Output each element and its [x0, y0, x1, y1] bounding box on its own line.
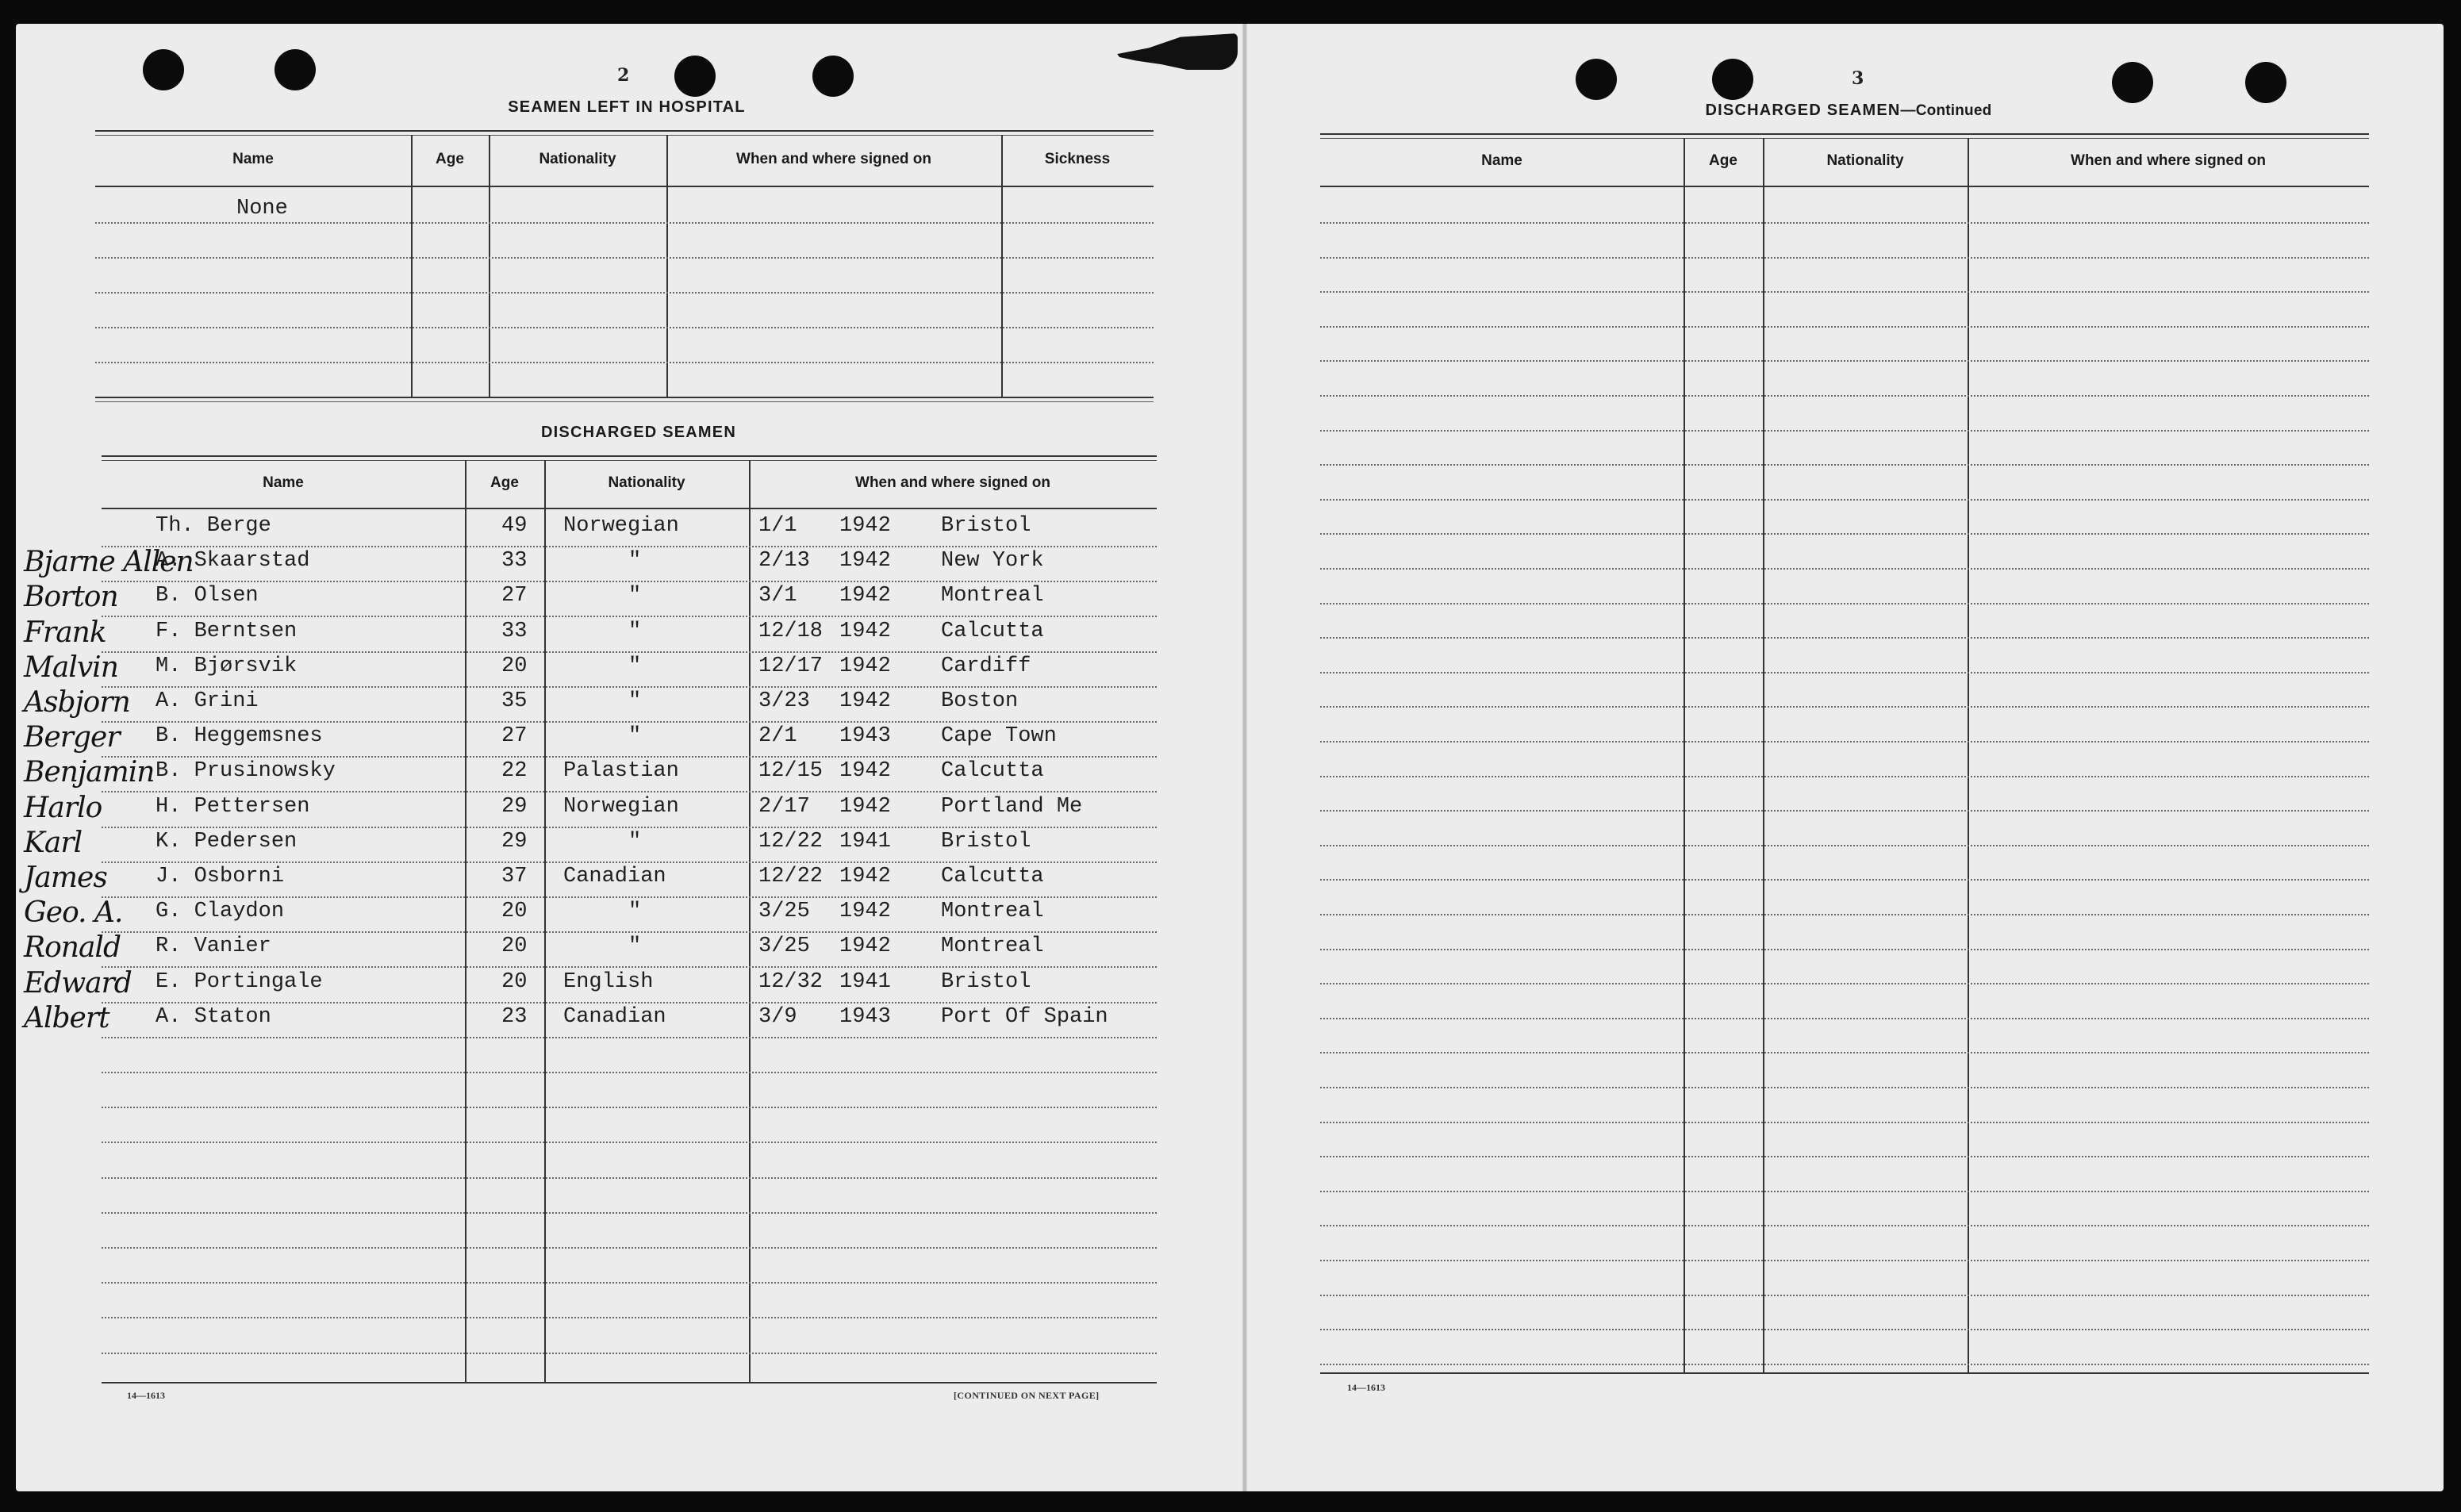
signed-date: 3/25	[758, 900, 810, 924]
signed-date: 3/25	[758, 934, 810, 959]
signed-year: 1942	[839, 900, 891, 924]
signed-date: 12/17	[758, 654, 824, 678]
col-header-name: Name	[1481, 152, 1522, 169]
col-header-age: Age	[1709, 152, 1737, 169]
page-number: 3	[1852, 68, 1864, 89]
hospital-section-title: SEAMEN LEFT IN HOSPITAL	[508, 98, 746, 116]
nationality-cell: English	[563, 969, 654, 994]
nationality-cell: Palastian	[563, 759, 679, 784]
hospital-entry: None	[236, 197, 288, 221]
typed-name: A. Skaarstad	[155, 549, 310, 574]
signed-place: Portland Me	[941, 794, 1083, 819]
signed-place: Bristol	[941, 514, 1031, 538]
age-cell: 27	[501, 584, 528, 608]
page-number: 2	[617, 65, 630, 86]
typed-name: M. Bjørsvik	[155, 654, 298, 678]
punch-hole	[275, 49, 316, 90]
nationality-cell: Canadian	[563, 1004, 666, 1029]
col-header-sickness: Sickness	[1044, 151, 1111, 167]
age-cell: 22	[501, 759, 528, 784]
signed-date: 12/18	[758, 619, 824, 643]
signed-year: 1942	[839, 584, 891, 608]
discharged-continued-title	[1603, 102, 2094, 120]
signed-place: Cape Town	[941, 724, 1057, 749]
typed-name: H. Pettersen	[155, 794, 310, 819]
signed-year: 1943	[839, 1004, 891, 1029]
punch-hole	[2112, 62, 2153, 103]
age-cell: 20	[501, 654, 528, 678]
form-number: 14—1613	[127, 1390, 165, 1401]
punch-hole	[1712, 59, 1753, 100]
signed-place: Montreal	[941, 934, 1044, 959]
age-cell: 33	[501, 619, 528, 643]
signed-date: 2/1	[758, 724, 797, 749]
typed-name: E. Portingale	[155, 969, 323, 994]
signed-date: 3/23	[758, 689, 810, 713]
signed-date: 2/13	[758, 549, 810, 574]
col-header-name: Name	[232, 151, 274, 167]
punch-hole	[143, 49, 184, 90]
nationality-cell: "	[628, 584, 642, 608]
nationality-cell: "	[628, 934, 642, 959]
signed-year: 1942	[839, 549, 891, 574]
handwritten-name: Karl	[24, 826, 83, 859]
signed-place: Calcutta	[941, 759, 1044, 784]
col-header-signed-on: When and where signed on	[736, 151, 931, 167]
age-cell: 23	[501, 1004, 528, 1029]
handwritten-name: Malvin	[24, 650, 118, 684]
age-cell: 20	[501, 934, 528, 959]
handwritten-name: Borton	[24, 581, 118, 614]
signed-place: Montreal	[941, 900, 1044, 924]
age-cell: 20	[501, 969, 528, 994]
typed-name: A. Staton	[155, 1004, 271, 1029]
punch-hole	[1576, 59, 1617, 100]
form-number: 14—1613	[1347, 1382, 1385, 1393]
signed-place: Port Of Spain	[941, 1004, 1108, 1029]
typed-name: Th. Berge	[155, 514, 271, 538]
handwritten-name: Edward	[24, 966, 132, 1000]
signed-year: 1942	[839, 689, 891, 713]
signed-year: 1942	[839, 865, 891, 888]
signed-place: Bristol	[941, 829, 1031, 854]
continued-note: [CONTINUED ON NEXT PAGE]	[954, 1390, 1100, 1401]
handwritten-name: Albert	[24, 1001, 109, 1034]
discharged-section-title: DISCHARGED SEAMEN	[541, 424, 736, 441]
age-cell: 35	[501, 689, 528, 713]
typed-name: J. Osborni	[155, 865, 285, 888]
signed-date: 3/9	[758, 1004, 797, 1029]
title-main: DISCHARGED SEAMEN	[1705, 102, 1901, 119]
nationality-cell: Norwegian	[563, 514, 679, 538]
signed-date: 12/32	[758, 969, 824, 994]
signed-date: 2/17	[758, 794, 810, 819]
handwritten-name: Harlo	[24, 791, 102, 824]
col-header-age: Age	[490, 474, 519, 491]
signed-year: 1942	[839, 759, 891, 784]
nationality-cell: "	[628, 654, 642, 678]
signed-place: Calcutta	[941, 619, 1044, 643]
handwritten-name: Berger	[24, 721, 120, 754]
nationality-cell: "	[628, 619, 642, 643]
punch-hole	[812, 56, 854, 97]
signed-place: Boston	[941, 689, 1019, 713]
signed-year: 1942	[839, 619, 891, 643]
age-cell: 27	[501, 724, 528, 749]
nationality-cell: Norwegian	[563, 794, 679, 819]
signed-year: 1941	[839, 829, 891, 854]
signed-year: 1941	[839, 969, 891, 994]
col-header-age: Age	[436, 151, 464, 167]
age-cell: 29	[501, 794, 528, 819]
signed-date: 12/15	[758, 759, 824, 784]
nationality-cell: "	[628, 724, 642, 749]
typed-name: B. Heggemsnes	[155, 724, 323, 749]
signed-place: Calcutta	[941, 865, 1044, 888]
typed-name: K. Pedersen	[155, 829, 298, 854]
col-header-name: Name	[263, 474, 304, 491]
handwritten-name: Geo. A.	[24, 896, 123, 930]
col-header-signed-on: When and where signed on	[2071, 152, 2266, 169]
typed-name: A. Grini	[155, 689, 259, 713]
signed-year: 1942	[839, 794, 891, 819]
signed-year: 1943	[839, 724, 891, 749]
col-header-nationality: Nationality	[608, 474, 685, 491]
typed-name: B. Prusinowsky	[155, 759, 336, 784]
signed-year: 1942	[839, 654, 891, 678]
page-fold	[1242, 24, 1247, 1491]
handwritten-name: James	[24, 862, 107, 894]
handwritten-name: Asbjorn	[24, 686, 130, 719]
age-cell: 33	[501, 549, 528, 574]
signed-place: Montreal	[941, 584, 1044, 608]
signed-date: 12/22	[758, 865, 824, 888]
signed-place: New York	[941, 549, 1044, 574]
typed-name: G. Claydon	[155, 900, 285, 924]
nationality-cell: "	[628, 689, 642, 713]
signed-date: 3/1	[758, 584, 797, 608]
signed-place: Bristol	[941, 969, 1031, 994]
signed-date: 1/1	[758, 514, 797, 538]
signed-year: 1942	[839, 514, 891, 538]
col-header-nationality: Nationality	[539, 151, 616, 167]
handwritten-name: Benjamin	[24, 756, 155, 789]
col-header-signed-on: When and where signed on	[855, 474, 1050, 491]
punch-hole	[2245, 62, 2286, 103]
signed-place: Cardiff	[941, 654, 1031, 678]
signed-year: 1942	[839, 934, 891, 959]
typed-name: R. Vanier	[155, 934, 271, 959]
handwritten-name: Ronald	[24, 931, 121, 965]
typed-name: F. Berntsen	[155, 619, 298, 643]
handwritten-name: Frank	[24, 616, 106, 649]
age-cell: 29	[501, 829, 528, 854]
handwritten-name: Bjarne Allen	[24, 546, 194, 579]
nationality-cell: Canadian	[563, 865, 666, 888]
nationality-cell: "	[628, 549, 642, 574]
punch-hole	[674, 56, 716, 97]
nationality-cell: "	[628, 829, 642, 854]
age-cell: 20	[501, 900, 528, 924]
nationality-cell: "	[628, 900, 642, 924]
typed-name: B. Olsen	[155, 584, 259, 608]
age-cell: 37	[501, 865, 528, 888]
title-continued: —Continued	[1900, 102, 1992, 119]
signed-date: 12/22	[758, 829, 824, 854]
col-header-nationality: Nationality	[1826, 152, 1904, 169]
age-cell: 49	[501, 514, 528, 538]
